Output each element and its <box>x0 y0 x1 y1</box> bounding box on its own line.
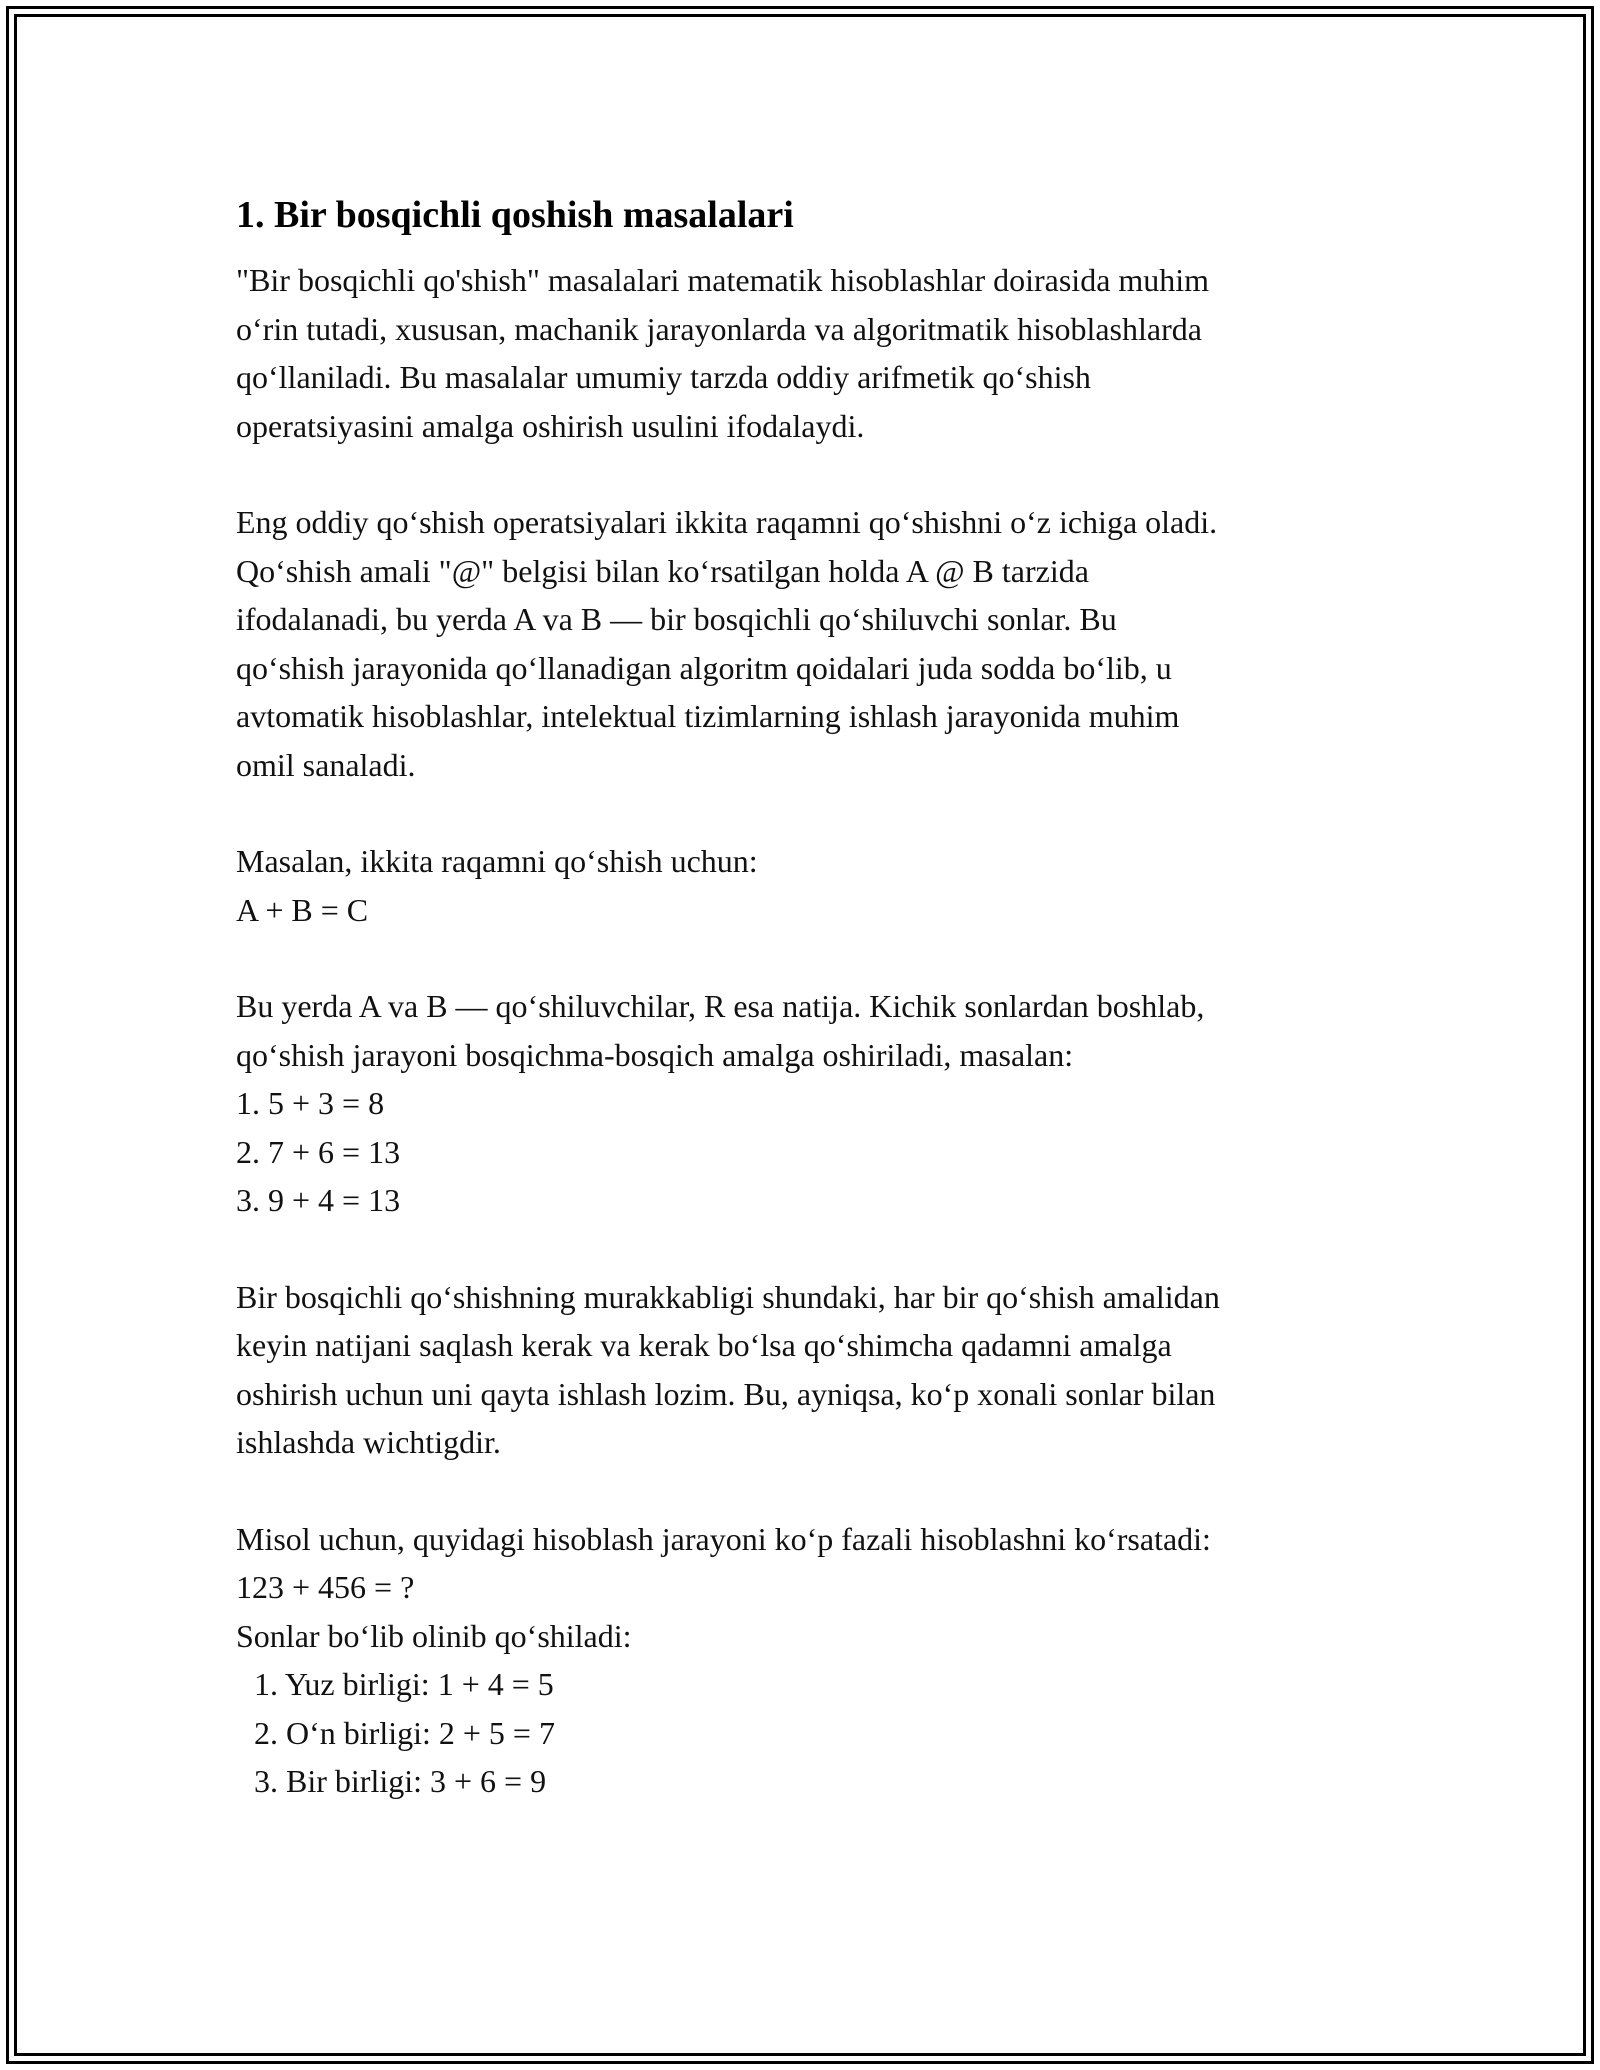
paragraph-gap <box>236 1225 1386 1273</box>
text-line: Misol uchun, quyidagi hisoblash jarayoni ko‘p fazali hisoblashni ko‘rsatadi: <box>236 1520 1211 1557</box>
text-line: qo‘shish jarayoni bosqichma-bosqich amalga oshiriladi, masalan: <box>236 1036 1074 1073</box>
paragraph-multiphase <box>236 1515 1386 1806</box>
text-line: Sonlar bo‘lib olinib qo‘shiladi: <box>236 1617 632 1654</box>
text-line: keyin natijani saqlash kerak va kerak bo‘lsa qo‘shimcha qadamni amalga <box>236 1327 1172 1363</box>
section-heading: 1. Bir bosqichli qoshish masalalari <box>236 194 794 236</box>
list-item: 1. Yuz birligi: 1 + 4 = 5 <box>254 1666 554 1702</box>
paragraph-gap <box>236 934 1386 982</box>
text-line: oshirish uchun uni qayta ishlash lozim. Bu, ayniqsa, ko‘p xonali sonlar bilan <box>236 1375 1216 1412</box>
text-line: ifodalanadi, bu yerda A va B — bir bosqichli qo‘shiluvchi sonlar. Bu <box>236 601 1117 637</box>
paragraph-complexity <box>236 1273 1386 1467</box>
text-line: Qo‘shish amali "@" belgisi bilan ko‘rsatilgan holda A @ B tarzida <box>236 552 1089 589</box>
text-line: avtomatik hisoblashlar, intelektual tizimlarning ishlash jarayonida muhim <box>236 698 1180 734</box>
text-line: Eng oddiy qo‘shish operatsiyalari ikkita raqamni qo‘shishni o‘z ichiga oladi. <box>236 504 1218 540</box>
text-line: qo‘llaniladi. Bu masalalar umumiy tarzda oddiy arifmetik qo‘shish <box>236 359 1091 395</box>
formula-line: 123 + 456 = ? <box>236 1569 415 1605</box>
document-body <box>236 186 1386 1806</box>
text-line: operatsiyasini amalga oshirish usulini ifodalaydi. <box>236 407 865 444</box>
paragraph-intro <box>236 256 1386 450</box>
formula-line: A + B = C <box>236 891 369 928</box>
text-line: Masalan, ikkita raqamni qo‘shish uchun: <box>236 843 758 879</box>
paragraph-gap <box>236 789 1386 837</box>
list-item: 1. 5 + 3 = 8 <box>236 1085 385 1121</box>
paragraph-steps-example <box>236 982 1386 1225</box>
paragraph-gap <box>236 450 1386 498</box>
paragraph-operations <box>236 498 1386 789</box>
text-line: omil sanaladi. <box>236 746 416 783</box>
list-item: 3. 9 + 4 = 13 <box>236 1182 401 1218</box>
paragraph-example <box>236 837 1386 934</box>
text-line: ishlashda wichtigdir. <box>236 1424 501 1460</box>
text-line: o‘rin tutadi, xususan, machanik jarayonlarda va algoritmatik hisoblashlarda <box>236 310 1202 347</box>
paragraph-gap <box>236 1467 1386 1515</box>
list-item: 3. Bir birligi: 3 + 6 = 9 <box>254 1763 547 1799</box>
text-line: "Bir bosqichli qo'shish" masalalari matematik hisoblashlar doirasida muhim <box>236 262 1210 298</box>
list-item: 2. 7 + 6 = 13 <box>236 1133 401 1170</box>
text-line: Bu yerda A va B — qo‘shiluvchilar, R esa natija. Kichik sonlardan boshlab, <box>236 988 1205 1024</box>
text-line: Bir bosqichli qo‘shishning murakkabligi shundaki, har bir qo‘shish amalidan <box>236 1278 1220 1315</box>
text-line: qo‘shish jarayonida qo‘llanadigan algoritm qoidalari juda sodda bo‘lib, u <box>236 649 1172 686</box>
list-item: 2. O‘n birligi: 2 + 5 = 7 <box>254 1714 555 1751</box>
